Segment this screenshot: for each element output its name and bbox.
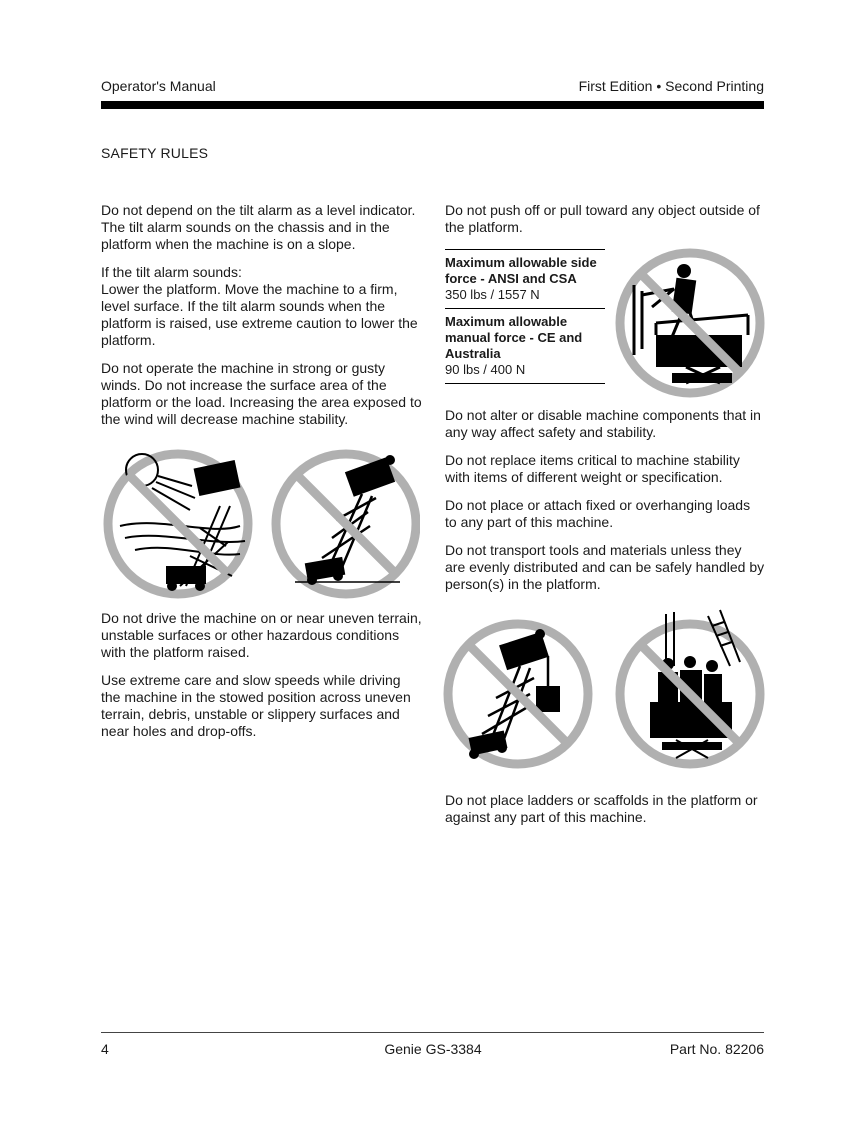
spec-rule-bottom — [445, 383, 605, 384]
spec-side-force — [445, 250, 605, 308]
right-column-bottom — [445, 792, 765, 837]
right-column — [445, 202, 765, 247]
footer-rule — [101, 1032, 764, 1033]
spec-side-force-value: 350 lbs / 1557 N — [445, 287, 540, 302]
slope-prohibition-icon — [276, 454, 416, 594]
wind-paragraph: Do not operate the machine in strong or gusty winds. Do not increase the surface area of the platform or the load. Increasing the area exposed to the wind will decrease machine stability. — [101, 360, 422, 427]
wind-and-slope-prohibition-illustrations — [100, 446, 420, 606]
spec-manual-force-title: Maximum allowable manual force - CE and Australia — [445, 314, 583, 361]
stowed-driving-paragraph: Use extreme care and slow speeds while driving the machine in the stowed position across uneven terrain, debris, unstable or slippery surfaces and near holes and drop-offs. — [101, 672, 411, 739]
header-edition: First Edition • Second Printing — [578, 78, 764, 94]
transport-tools-paragraph: Do not transport tools and materials unless they are evenly distributed and can be safely handled by person(s) in the platform. — [445, 542, 765, 592]
spec-side-force-title: Maximum allowable side force - ANSI and CSA — [445, 255, 597, 286]
spec-manual-force — [445, 309, 605, 383]
overhanging-load-prohibition-icon — [448, 624, 588, 764]
section-title: SAFETY RULES — [101, 145, 209, 161]
tilt-alarm-steps: Lower the platform. Move the machine to a firm, level surface. If the tilt alarm sounds when the platform is raised, use extreme caution to lower the platform. — [101, 281, 418, 348]
header-rule — [101, 101, 764, 109]
side-force-prohibition-icon — [612, 245, 768, 401]
wind-prohibition-icon — [108, 454, 248, 594]
footer-page-number: 4 — [101, 1041, 109, 1057]
tilt-alarm-instructions — [101, 264, 423, 349]
tilt-alarm-lead: If the tilt alarm sounds: — [101, 264, 242, 280]
terrain-paragraph: Do not drive the machine on or near uneven terrain, unstable surfaces or other hazardous conditions with the platform raised. — [101, 610, 422, 660]
ladder-scaffold-prohibition-icon — [620, 610, 760, 764]
footer-model: Genie GS-3384 — [384, 1041, 482, 1057]
load-and-ladder-prohibition-illustrations — [440, 606, 770, 776]
footer-part-number: Part No. 82206 — [669, 1041, 764, 1057]
left-column — [101, 202, 423, 439]
right-column-lower — [445, 407, 765, 604]
spec-manual-force-value: 90 lbs / 400 N — [445, 362, 526, 377]
tilt-alarm-paragraph: Do not depend on the tilt alarm as a level indicator. The tilt alarm sounds on the chassis and in the platform when the machine is on a slope. — [101, 202, 416, 252]
ladders-paragraph: Do not place ladders or scaffolds in the platform or against any part of this machine. — [445, 792, 758, 825]
alter-components-paragraph: Do not alter or disable machine components that in any way affect safety and stability. — [445, 407, 761, 440]
header-manual-title: Operator's Manual — [101, 78, 216, 94]
left-column-lower — [101, 610, 423, 751]
force-spec-table — [445, 249, 605, 384]
overhanging-loads-paragraph: Do not place or attach fixed or overhanging loads to any part of this machine. — [445, 497, 751, 530]
replace-items-paragraph: Do not replace items critical to machine stability with items of different weight or specification. — [445, 452, 740, 485]
push-pull-paragraph: Do not push off or pull toward any object outside of the platform. — [445, 202, 760, 235]
